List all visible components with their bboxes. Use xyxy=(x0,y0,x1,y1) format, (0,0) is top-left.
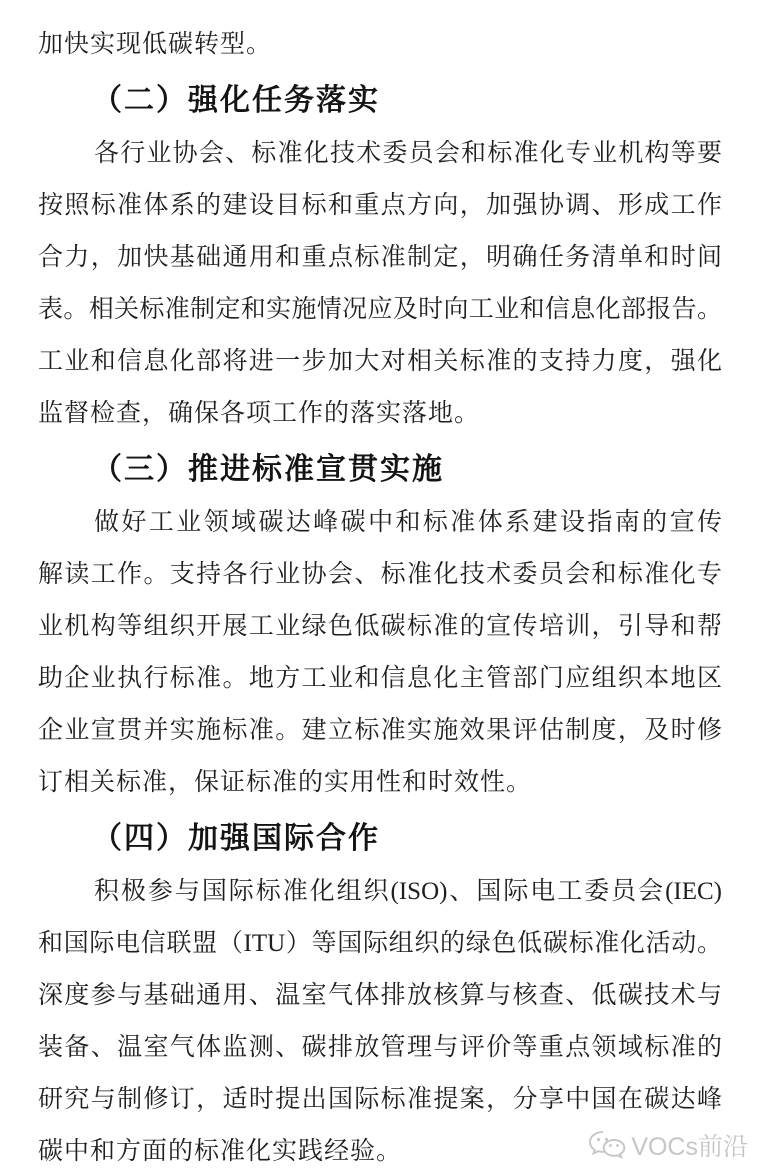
text-line: 做好工业领域碳达峰碳中和标准体系建设指南的宣传 xyxy=(94,509,722,536)
text-line: 和国际电信联盟（ITU）等国际组织的绿色低碳标准化活动。 xyxy=(38,930,722,957)
watermark xyxy=(588,1127,748,1163)
text-line: 表。相关标准制定和实施情况应及时向工业和信息化部报告。 xyxy=(38,296,722,323)
text-line: 装备、温室气体监测、碳排放管理与评价等重点领域标准的 xyxy=(38,1034,722,1061)
text-line: 解读工作。支持各行业协会、标准化技术委员会和标准化专 xyxy=(38,561,722,588)
section-heading: （三）推进标准宣贯实施 xyxy=(92,453,444,486)
section-heading: （四）加强国际合作 xyxy=(92,822,380,855)
text-line: 企业宣贯并实施标准。建立标准实施效果评估制度，及时修 xyxy=(38,717,722,744)
text-line: 合力，加快基础通用和重点标准制定，明确任务清单和时间 xyxy=(38,244,722,271)
text-line: 业机构等组织开展工业绿色低碳标准的宣传培训，引导和帮 xyxy=(38,613,722,640)
text-line: 监督检查，确保各项工作的落实落地。 xyxy=(38,400,481,427)
document-body xyxy=(38,19,722,1174)
text-line: 深度参与基础通用、温室气体排放核算与核查、低碳技术与 xyxy=(38,982,722,1009)
text-line: 积极参与国际标准化组织(ISO)、国际电工委员会(IEC) xyxy=(94,878,722,905)
text-line: 各行业协会、标准化技术委员会和标准化专业机构等要 xyxy=(94,140,722,167)
text-line: 工业和信息化部将进一步加大对相关标准的支持力度，强化 xyxy=(38,348,722,375)
wechat-logo-icon xyxy=(588,1129,626,1161)
text-line: 按照标准体系的建设目标和重点方向，加强协调、形成工作 xyxy=(38,192,722,219)
text-line: 加快实现低碳转型。 xyxy=(38,31,273,58)
section-heading: （二）强化任务落实 xyxy=(92,84,380,117)
watermark-text: VOCs前沿 xyxy=(631,1133,748,1161)
text-line: 研究与制修订，适时提出国际标准提案，分享中国在碳达峰 xyxy=(38,1086,722,1113)
text-line: 碳中和方面的标准化实践经验。 xyxy=(38,1138,403,1165)
text-line: 订相关标准，保证标准的实用性和时效性。 xyxy=(38,769,533,796)
text-line: 助企业执行标准。地方工业和信息化主管部门应组织本地区 xyxy=(38,665,722,692)
